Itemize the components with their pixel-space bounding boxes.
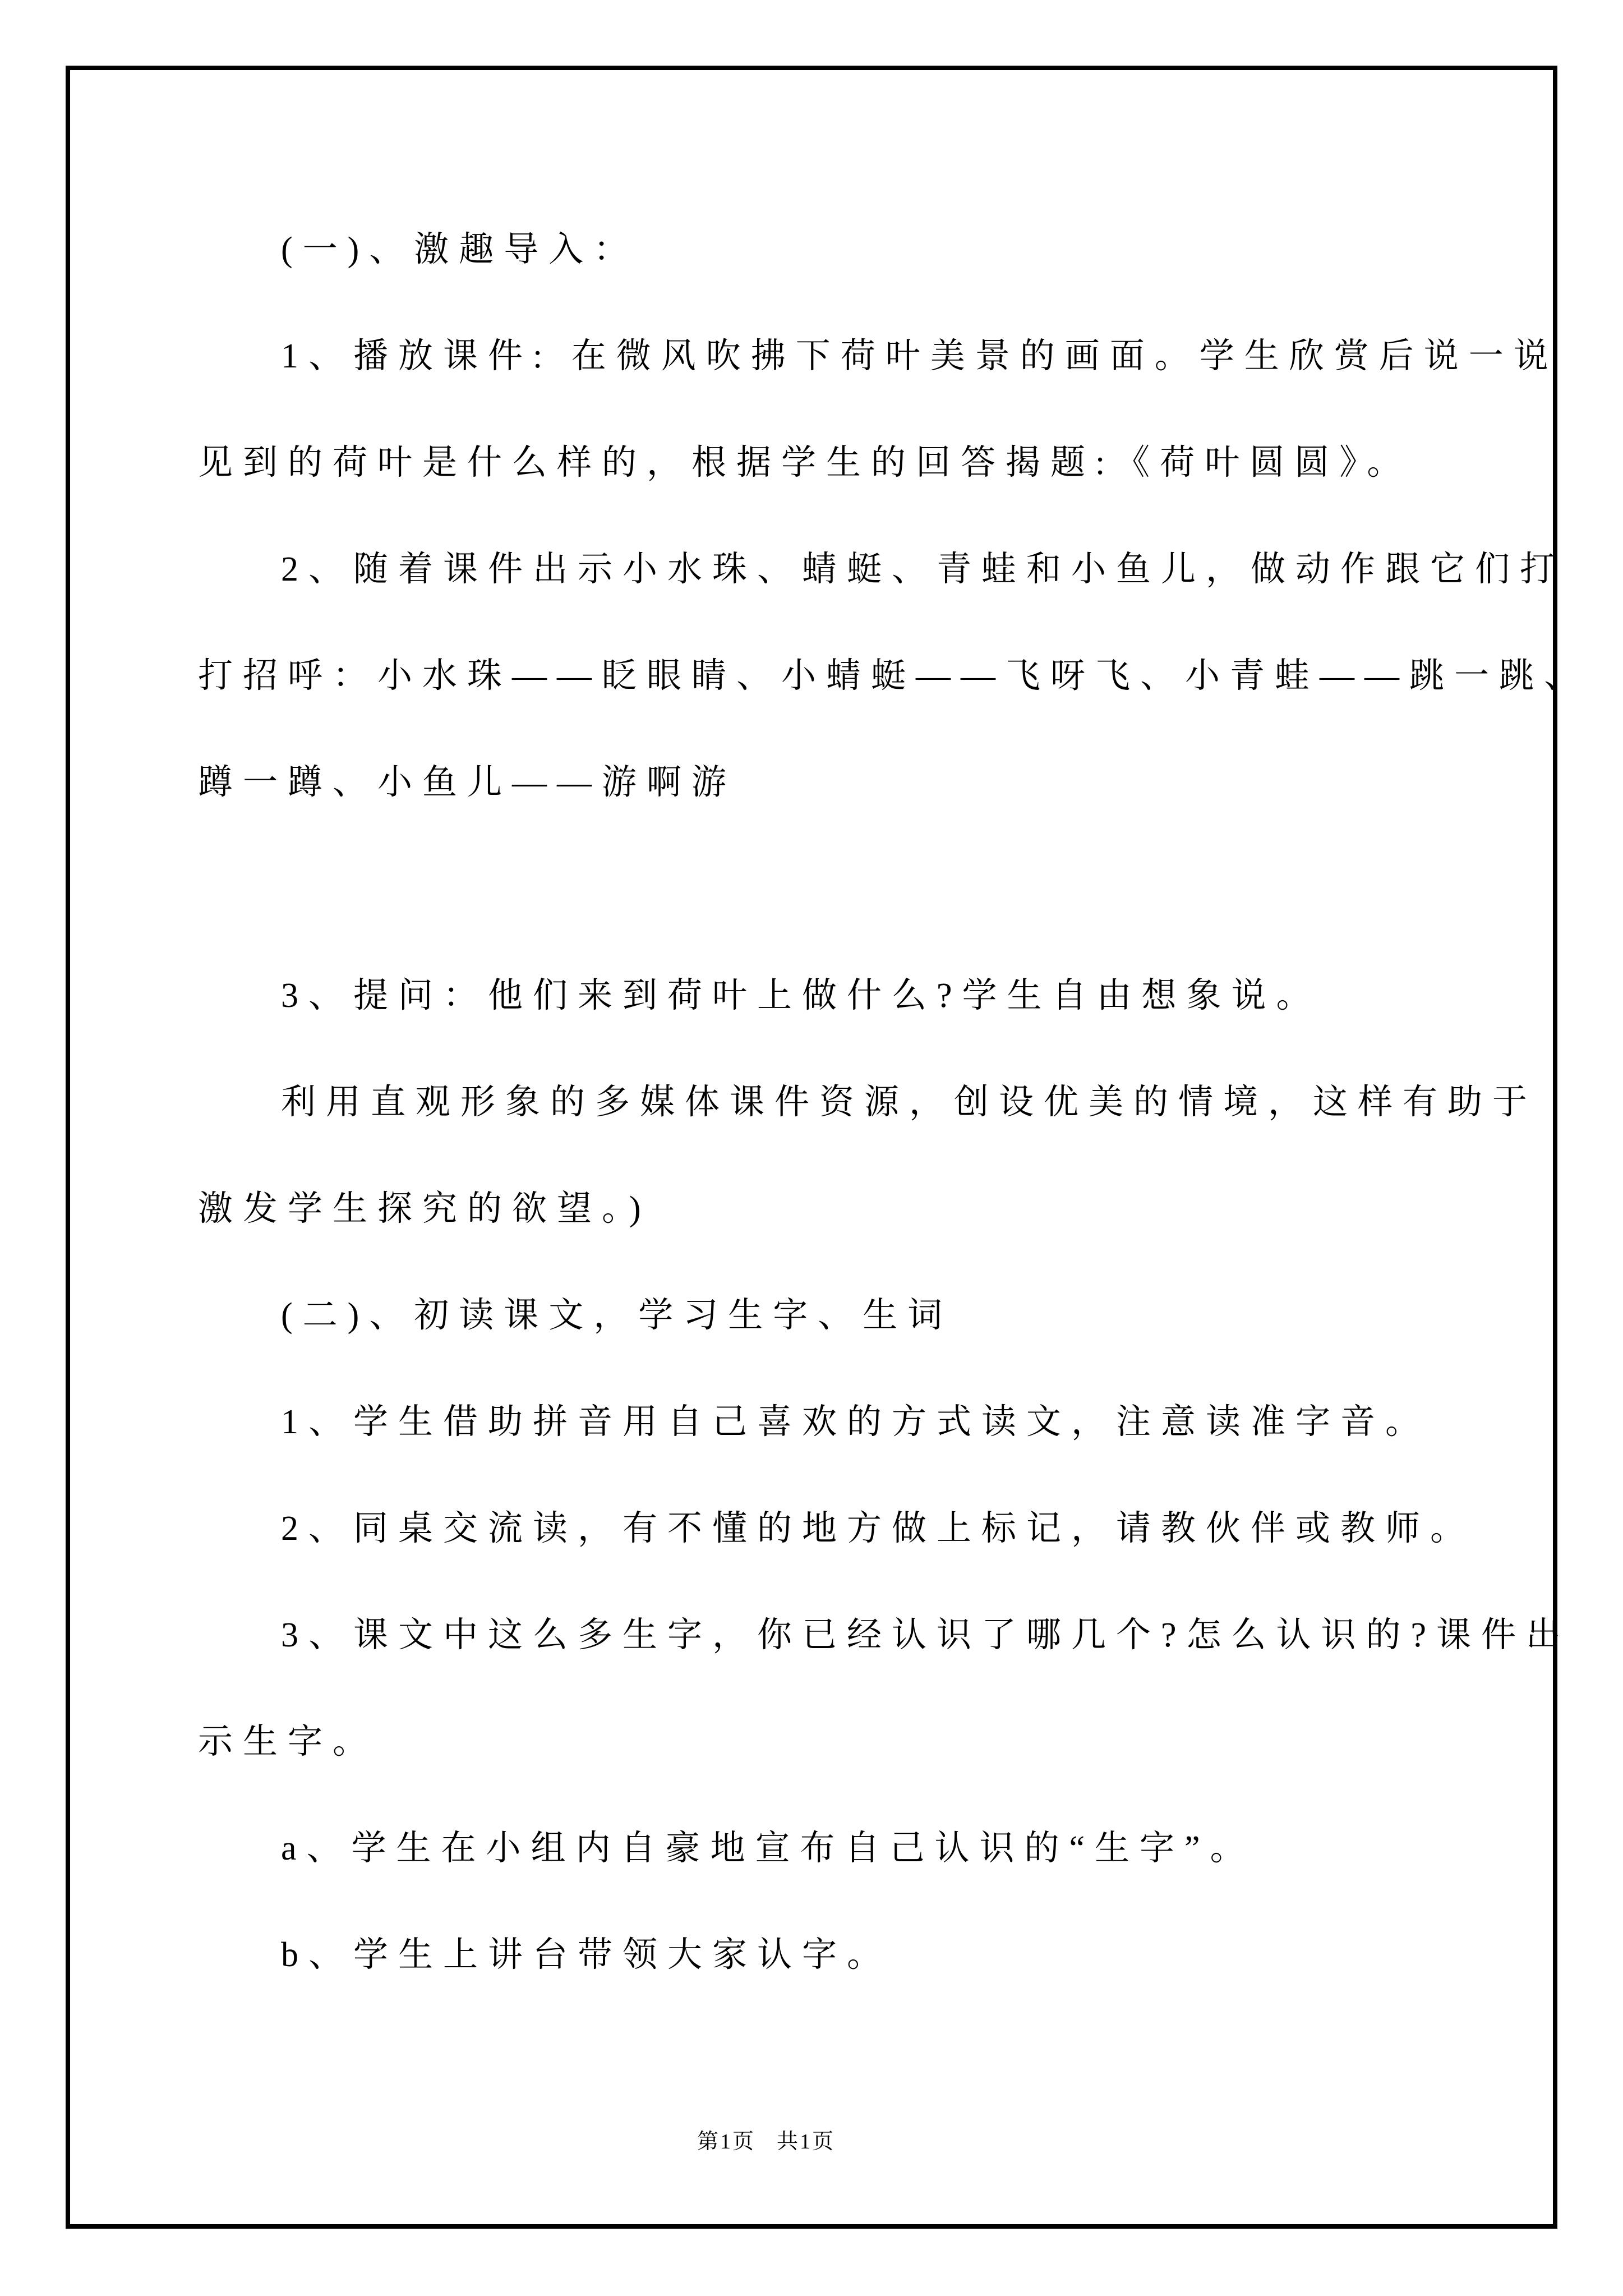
document-body (198, 196, 1589, 2008)
text-line: (一)、激趣导入： (281, 231, 639, 269)
text-line: (二)、初读课文，学习生字、生词 (281, 1296, 953, 1335)
text-line: 2、随着课件出示小水珠、蜻蜓、青蛙和小鱼儿，做动作跟它们打 (281, 550, 1565, 588)
text-line: 2、同桌交流读，有不懂的地方做上标记，请教伙伴或教师。 (281, 1510, 1476, 1548)
text-line: a、学生在小组内自豪地宣布自己认识的“生字”。 (281, 1829, 1255, 1867)
footer-total-pages: 共1页 (777, 2130, 836, 2154)
page-footer (697, 2129, 835, 2154)
text-line: 3、提问：他们来到荷叶上做什么?学生自由想象说。 (281, 977, 1321, 1015)
text-line: 激发学生探究的欲望。) (198, 1190, 651, 1228)
text-line: 蹲一蹲、小鱼儿——游啊游 (198, 763, 737, 802)
text-line: 3、课文中这么多生字，你已经认识了哪几个?怎么认识的?课件出 (281, 1616, 1571, 1654)
blank-line (198, 836, 1544, 942)
text-line: 1、播放课件: 在微风吹拂下荷叶美景的画面。学生欣赏后说一说 (281, 337, 1559, 375)
text-line: 1、学生借助拼音用自己喜欢的方式读文，注意读准字音。 (281, 1403, 1431, 1441)
text-line: b、学生上讲台带领大家认字。 (281, 1936, 892, 1974)
text-line: 示生字。 (198, 1723, 378, 1761)
footer-page-number: 第1页 (697, 2130, 755, 2154)
text-line: 见到的荷叶是什么样的，根据学生的回答揭题:《荷叶圆圆》。 (198, 444, 1412, 482)
text-line: 利用直观形象的多媒体课件资源，创设优美的情境，这样有助于 (281, 1083, 1538, 1121)
text-line: 打招呼：小水珠——眨眼睛、小蜻蜓——飞呀飞、小青蛙——跳一跳、 (198, 657, 1589, 695)
